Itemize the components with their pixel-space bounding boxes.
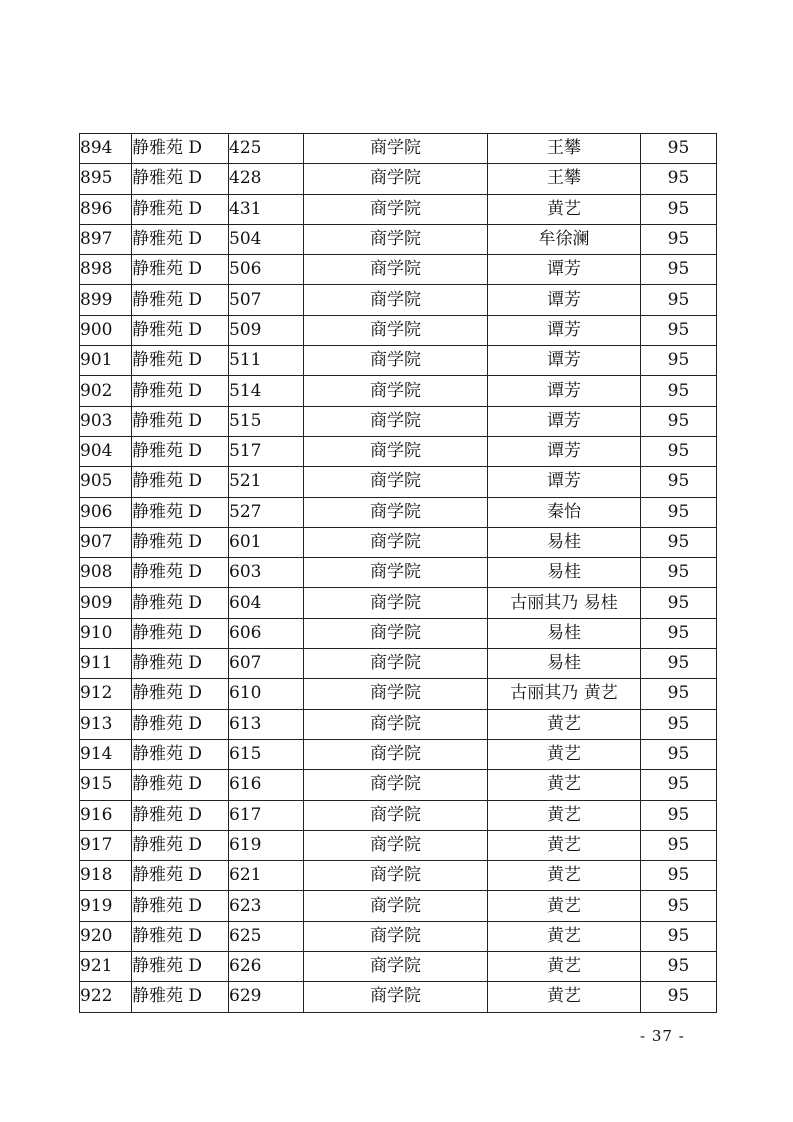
row-number-cell: 909 bbox=[80, 588, 132, 618]
score-cell: 95 bbox=[641, 224, 717, 254]
college-cell: 商学院 bbox=[304, 739, 488, 769]
row-number-cell: 902 bbox=[80, 376, 132, 406]
row-number-cell: 904 bbox=[80, 436, 132, 466]
room-cell: 606 bbox=[229, 618, 304, 648]
college-cell: 商学院 bbox=[304, 527, 488, 557]
building-cell: 静雅苑 D bbox=[132, 891, 229, 921]
college-cell: 商学院 bbox=[304, 921, 488, 951]
room-cell: 507 bbox=[229, 285, 304, 315]
table-row bbox=[80, 315, 717, 345]
college-cell: 商学院 bbox=[304, 830, 488, 860]
building-cell: 静雅苑 D bbox=[132, 527, 229, 557]
room-cell: 601 bbox=[229, 527, 304, 557]
tutor-cell: 易桂 bbox=[488, 618, 641, 648]
room-cell: 616 bbox=[229, 770, 304, 800]
score-cell: 95 bbox=[641, 921, 717, 951]
building-cell: 静雅苑 D bbox=[132, 497, 229, 527]
tutor-cell: 黄艺 bbox=[488, 739, 641, 769]
score-cell: 95 bbox=[641, 679, 717, 709]
table-row bbox=[80, 558, 717, 588]
tutor-cell: 黄艺 bbox=[488, 770, 641, 800]
score-cell: 95 bbox=[641, 649, 717, 679]
college-cell: 商学院 bbox=[304, 891, 488, 921]
room-cell: 515 bbox=[229, 406, 304, 436]
college-cell: 商学院 bbox=[304, 588, 488, 618]
tutor-cell: 黄艺 bbox=[488, 194, 641, 224]
score-cell: 95 bbox=[641, 376, 717, 406]
score-cell: 95 bbox=[641, 952, 717, 982]
table-row bbox=[80, 467, 717, 497]
tutor-cell: 黄艺 bbox=[488, 921, 641, 951]
building-cell: 静雅苑 D bbox=[132, 588, 229, 618]
table-row bbox=[80, 588, 717, 618]
score-cell: 95 bbox=[641, 467, 717, 497]
room-cell: 511 bbox=[229, 346, 304, 376]
table-row bbox=[80, 891, 717, 921]
tutor-cell: 黄艺 bbox=[488, 709, 641, 739]
dorm-score-table bbox=[79, 133, 717, 1013]
room-cell: 623 bbox=[229, 891, 304, 921]
tutor-cell: 谭芳 bbox=[488, 467, 641, 497]
building-cell: 静雅苑 D bbox=[132, 982, 229, 1012]
row-number-cell: 908 bbox=[80, 558, 132, 588]
tutor-cell: 王攀 bbox=[488, 134, 641, 164]
tutor-cell: 王攀 bbox=[488, 164, 641, 194]
building-cell: 静雅苑 D bbox=[132, 255, 229, 285]
tutor-cell: 谭芳 bbox=[488, 406, 641, 436]
table-row bbox=[80, 194, 717, 224]
score-cell: 95 bbox=[641, 982, 717, 1012]
college-cell: 商学院 bbox=[304, 255, 488, 285]
table-row bbox=[80, 497, 717, 527]
college-cell: 商学院 bbox=[304, 497, 488, 527]
table-row bbox=[80, 770, 717, 800]
row-number-cell: 914 bbox=[80, 739, 132, 769]
room-cell: 527 bbox=[229, 497, 304, 527]
building-cell: 静雅苑 D bbox=[132, 770, 229, 800]
tutor-cell: 谭芳 bbox=[488, 436, 641, 466]
table-row bbox=[80, 739, 717, 769]
building-cell: 静雅苑 D bbox=[132, 285, 229, 315]
row-number-cell: 919 bbox=[80, 891, 132, 921]
tutor-cell: 古丽其乃 黄艺 bbox=[488, 679, 641, 709]
row-number-cell: 897 bbox=[80, 224, 132, 254]
college-cell: 商学院 bbox=[304, 194, 488, 224]
college-cell: 商学院 bbox=[304, 285, 488, 315]
score-cell: 95 bbox=[641, 770, 717, 800]
tutor-cell: 黄艺 bbox=[488, 861, 641, 891]
row-number-cell: 915 bbox=[80, 770, 132, 800]
building-cell: 静雅苑 D bbox=[132, 164, 229, 194]
tutor-cell: 谭芳 bbox=[488, 285, 641, 315]
building-cell: 静雅苑 D bbox=[132, 739, 229, 769]
tutor-cell: 谭芳 bbox=[488, 346, 641, 376]
room-cell: 603 bbox=[229, 558, 304, 588]
room-cell: 514 bbox=[229, 376, 304, 406]
college-cell: 商学院 bbox=[304, 406, 488, 436]
college-cell: 商学院 bbox=[304, 134, 488, 164]
table-row bbox=[80, 346, 717, 376]
building-cell: 静雅苑 D bbox=[132, 861, 229, 891]
room-cell: 517 bbox=[229, 436, 304, 466]
college-cell: 商学院 bbox=[304, 709, 488, 739]
building-cell: 静雅苑 D bbox=[132, 376, 229, 406]
score-cell: 95 bbox=[641, 315, 717, 345]
score-cell: 95 bbox=[641, 406, 717, 436]
building-cell: 静雅苑 D bbox=[132, 952, 229, 982]
score-cell: 95 bbox=[641, 709, 717, 739]
table-row bbox=[80, 255, 717, 285]
row-number-cell: 921 bbox=[80, 952, 132, 982]
tutor-cell: 黄艺 bbox=[488, 952, 641, 982]
row-number-cell: 918 bbox=[80, 861, 132, 891]
table-row bbox=[80, 952, 717, 982]
row-number-cell: 894 bbox=[80, 134, 132, 164]
score-cell: 95 bbox=[641, 588, 717, 618]
college-cell: 商学院 bbox=[304, 952, 488, 982]
tutor-cell: 谭芳 bbox=[488, 376, 641, 406]
college-cell: 商学院 bbox=[304, 436, 488, 466]
room-cell: 610 bbox=[229, 679, 304, 709]
room-cell: 607 bbox=[229, 649, 304, 679]
college-cell: 商学院 bbox=[304, 467, 488, 497]
table-row bbox=[80, 285, 717, 315]
room-cell: 617 bbox=[229, 800, 304, 830]
room-cell: 629 bbox=[229, 982, 304, 1012]
college-cell: 商学院 bbox=[304, 346, 488, 376]
tutor-cell: 易桂 bbox=[488, 527, 641, 557]
score-cell: 95 bbox=[641, 739, 717, 769]
building-cell: 静雅苑 D bbox=[132, 800, 229, 830]
room-cell: 521 bbox=[229, 467, 304, 497]
table-row bbox=[80, 406, 717, 436]
college-cell: 商学院 bbox=[304, 649, 488, 679]
row-number-cell: 913 bbox=[80, 709, 132, 739]
row-number-cell: 895 bbox=[80, 164, 132, 194]
tutor-cell: 黄艺 bbox=[488, 982, 641, 1012]
building-cell: 静雅苑 D bbox=[132, 618, 229, 648]
score-cell: 95 bbox=[641, 134, 717, 164]
tutor-cell: 黄艺 bbox=[488, 891, 641, 921]
table-row bbox=[80, 164, 717, 194]
college-cell: 商学院 bbox=[304, 770, 488, 800]
room-cell: 425 bbox=[229, 134, 304, 164]
room-cell: 625 bbox=[229, 921, 304, 951]
building-cell: 静雅苑 D bbox=[132, 346, 229, 376]
room-cell: 615 bbox=[229, 739, 304, 769]
row-number-cell: 899 bbox=[80, 285, 132, 315]
row-number-cell: 903 bbox=[80, 406, 132, 436]
building-cell: 静雅苑 D bbox=[132, 224, 229, 254]
table-row bbox=[80, 921, 717, 951]
room-cell: 509 bbox=[229, 315, 304, 345]
building-cell: 静雅苑 D bbox=[132, 649, 229, 679]
tutor-cell: 黄艺 bbox=[488, 830, 641, 860]
score-cell: 95 bbox=[641, 527, 717, 557]
building-cell: 静雅苑 D bbox=[132, 467, 229, 497]
tutor-cell: 牟徐澜 bbox=[488, 224, 641, 254]
score-cell: 95 bbox=[641, 346, 717, 376]
college-cell: 商学院 bbox=[304, 861, 488, 891]
building-cell: 静雅苑 D bbox=[132, 194, 229, 224]
tutor-cell: 易桂 bbox=[488, 649, 641, 679]
tutor-cell: 谭芳 bbox=[488, 255, 641, 285]
row-number-cell: 898 bbox=[80, 255, 132, 285]
college-cell: 商学院 bbox=[304, 224, 488, 254]
building-cell: 静雅苑 D bbox=[132, 406, 229, 436]
room-cell: 621 bbox=[229, 861, 304, 891]
college-cell: 商学院 bbox=[304, 376, 488, 406]
table-row bbox=[80, 618, 717, 648]
college-cell: 商学院 bbox=[304, 618, 488, 648]
row-number-cell: 906 bbox=[80, 497, 132, 527]
tutor-cell: 黄艺 bbox=[488, 800, 641, 830]
row-number-cell: 907 bbox=[80, 527, 132, 557]
table-row bbox=[80, 679, 717, 709]
table-row bbox=[80, 376, 717, 406]
row-number-cell: 896 bbox=[80, 194, 132, 224]
room-cell: 431 bbox=[229, 194, 304, 224]
college-cell: 商学院 bbox=[304, 315, 488, 345]
table-row bbox=[80, 800, 717, 830]
table-row bbox=[80, 649, 717, 679]
table-body bbox=[80, 134, 717, 1013]
room-cell: 504 bbox=[229, 224, 304, 254]
score-cell: 95 bbox=[641, 558, 717, 588]
table-row bbox=[80, 830, 717, 860]
tutor-cell: 古丽其乃 易桂 bbox=[488, 588, 641, 618]
score-cell: 95 bbox=[641, 497, 717, 527]
row-number-cell: 901 bbox=[80, 346, 132, 376]
room-cell: 428 bbox=[229, 164, 304, 194]
tutor-cell: 易桂 bbox=[488, 558, 641, 588]
building-cell: 静雅苑 D bbox=[132, 921, 229, 951]
room-cell: 506 bbox=[229, 255, 304, 285]
college-cell: 商学院 bbox=[304, 679, 488, 709]
score-cell: 95 bbox=[641, 891, 717, 921]
score-cell: 95 bbox=[641, 830, 717, 860]
college-cell: 商学院 bbox=[304, 164, 488, 194]
table-row bbox=[80, 709, 717, 739]
college-cell: 商学院 bbox=[304, 800, 488, 830]
room-cell: 626 bbox=[229, 952, 304, 982]
building-cell: 静雅苑 D bbox=[132, 679, 229, 709]
building-cell: 静雅苑 D bbox=[132, 709, 229, 739]
score-cell: 95 bbox=[641, 800, 717, 830]
score-cell: 95 bbox=[641, 255, 717, 285]
score-cell: 95 bbox=[641, 618, 717, 648]
room-cell: 619 bbox=[229, 830, 304, 860]
building-cell: 静雅苑 D bbox=[132, 315, 229, 345]
row-number-cell: 900 bbox=[80, 315, 132, 345]
row-number-cell: 917 bbox=[80, 830, 132, 860]
room-cell: 613 bbox=[229, 709, 304, 739]
college-cell: 商学院 bbox=[304, 982, 488, 1012]
row-number-cell: 920 bbox=[80, 921, 132, 951]
table-row bbox=[80, 436, 717, 466]
table-row bbox=[80, 861, 717, 891]
score-cell: 95 bbox=[641, 194, 717, 224]
tutor-cell: 谭芳 bbox=[488, 315, 641, 345]
table-row bbox=[80, 527, 717, 557]
score-cell: 95 bbox=[641, 285, 717, 315]
row-number-cell: 911 bbox=[80, 649, 132, 679]
score-cell: 95 bbox=[641, 861, 717, 891]
row-number-cell: 912 bbox=[80, 679, 132, 709]
row-number-cell: 905 bbox=[80, 467, 132, 497]
building-cell: 静雅苑 D bbox=[132, 830, 229, 860]
table-row bbox=[80, 224, 717, 254]
building-cell: 静雅苑 D bbox=[132, 134, 229, 164]
row-number-cell: 910 bbox=[80, 618, 132, 648]
tutor-cell: 秦怡 bbox=[488, 497, 641, 527]
score-cell: 95 bbox=[641, 164, 717, 194]
building-cell: 静雅苑 D bbox=[132, 558, 229, 588]
table-row bbox=[80, 982, 717, 1012]
building-cell: 静雅苑 D bbox=[132, 436, 229, 466]
row-number-cell: 922 bbox=[80, 982, 132, 1012]
table-row bbox=[80, 134, 717, 164]
room-cell: 604 bbox=[229, 588, 304, 618]
page-number: - 37 - bbox=[640, 1027, 685, 1045]
score-cell: 95 bbox=[641, 436, 717, 466]
row-number-cell: 916 bbox=[80, 800, 132, 830]
college-cell: 商学院 bbox=[304, 558, 488, 588]
